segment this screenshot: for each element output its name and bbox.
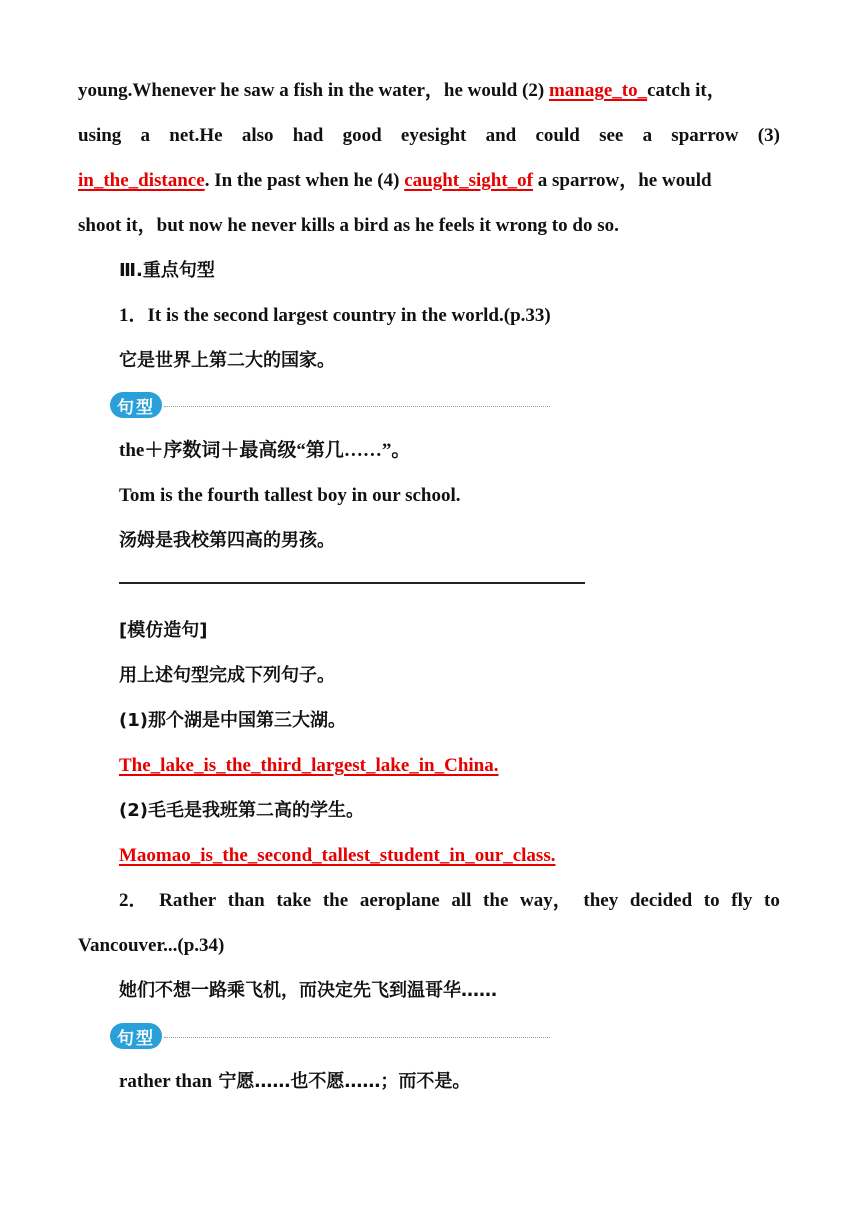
item-1-sentence [119, 304, 551, 328]
separator-line [119, 582, 585, 584]
pattern-english: rather than [119, 1071, 213, 1092]
word: Rather [159, 890, 217, 911]
word: fly [731, 890, 753, 911]
paragraph-line-3 [78, 169, 712, 193]
pattern-chinese: 宁愿……也不愿……；而不是。 [212, 1071, 471, 1092]
word: aeroplane [359, 890, 440, 911]
word: and [485, 125, 517, 146]
example-chinese: 汤姆是我校第四高的男孩。 [119, 530, 335, 551]
answer-2: Maomao_is_the_second_tallest_student_in_our_class. [119, 845, 556, 866]
answer-blank-2: manage_to_ [548, 80, 648, 101]
word: sparrow [671, 125, 739, 146]
imitate-heading: [模仿造句] [119, 620, 208, 641]
word: take [276, 890, 312, 911]
item-1-translation: 它是世界上第二大的国家。 [119, 350, 335, 371]
word: a [140, 125, 151, 146]
item-2-sentence-line-2: Vancouver...(p.34) [78, 935, 225, 956]
word: way， [520, 890, 572, 911]
word: eyesight [400, 125, 467, 146]
text: . In the past when he (4) [204, 170, 400, 191]
dotted-divider [164, 1037, 550, 1038]
word: good [342, 125, 382, 146]
answer-1: The_lake_is_the_third_largest_lake_in_China. [119, 755, 499, 776]
example-english: Tom is the fourth tallest boy in our school. [119, 485, 461, 506]
paragraph-line-1 [78, 79, 726, 103]
paragraph-line-2 [78, 124, 780, 148]
pattern-rule: the＋序数词＋最高级“第几……”。 [119, 440, 411, 461]
text: young.Whenever he saw a fish in the water，he would (2) [78, 80, 545, 101]
section-heading: Ⅲ.重点句型 [119, 260, 215, 281]
word: could [535, 125, 580, 146]
word: see [599, 125, 624, 146]
text: a sparrow，he would [537, 170, 712, 191]
word: had [292, 125, 324, 146]
answer-blank-4: caught_sight_of [404, 170, 534, 191]
pattern-rule-2 [119, 1070, 470, 1094]
word: the [483, 890, 509, 911]
word: they [583, 890, 619, 911]
word: to [703, 890, 720, 911]
item-number: 1． [119, 305, 148, 326]
word: all [451, 890, 472, 911]
paragraph-line-4: shoot it，but now he never kills a bird as he feels it wrong to do so. [78, 215, 619, 236]
pattern-badge-icon: 句型 [110, 1023, 162, 1049]
word: than [227, 890, 265, 911]
instruction-text: 用上述句型完成下列句子。 [119, 665, 335, 686]
item-2-sentence-line-1 [119, 889, 780, 913]
word: net.He [169, 125, 223, 146]
text: catch it， [647, 80, 726, 101]
pattern-badge-icon: 句型 [110, 392, 162, 418]
answer-blank-3: in_the_distance [78, 170, 205, 191]
question-1: (1)那个湖是中国第三大湖。 [119, 710, 346, 731]
item-number: 2． [119, 890, 148, 911]
word: the [322, 890, 349, 911]
word: also [241, 125, 274, 146]
dotted-divider [164, 406, 550, 407]
word: using [78, 125, 122, 146]
word: a [642, 125, 653, 146]
question-2: (2)毛毛是我班第二高的学生。 [119, 800, 364, 821]
item-text: It is the second largest country in the world.(p.33) [147, 305, 551, 326]
word: (3) [757, 125, 780, 146]
word: decided [629, 890, 693, 911]
word: to [764, 890, 780, 911]
item-2-translation: 她们不想一路乘飞机，而决定先飞到温哥华…… [119, 980, 497, 1001]
